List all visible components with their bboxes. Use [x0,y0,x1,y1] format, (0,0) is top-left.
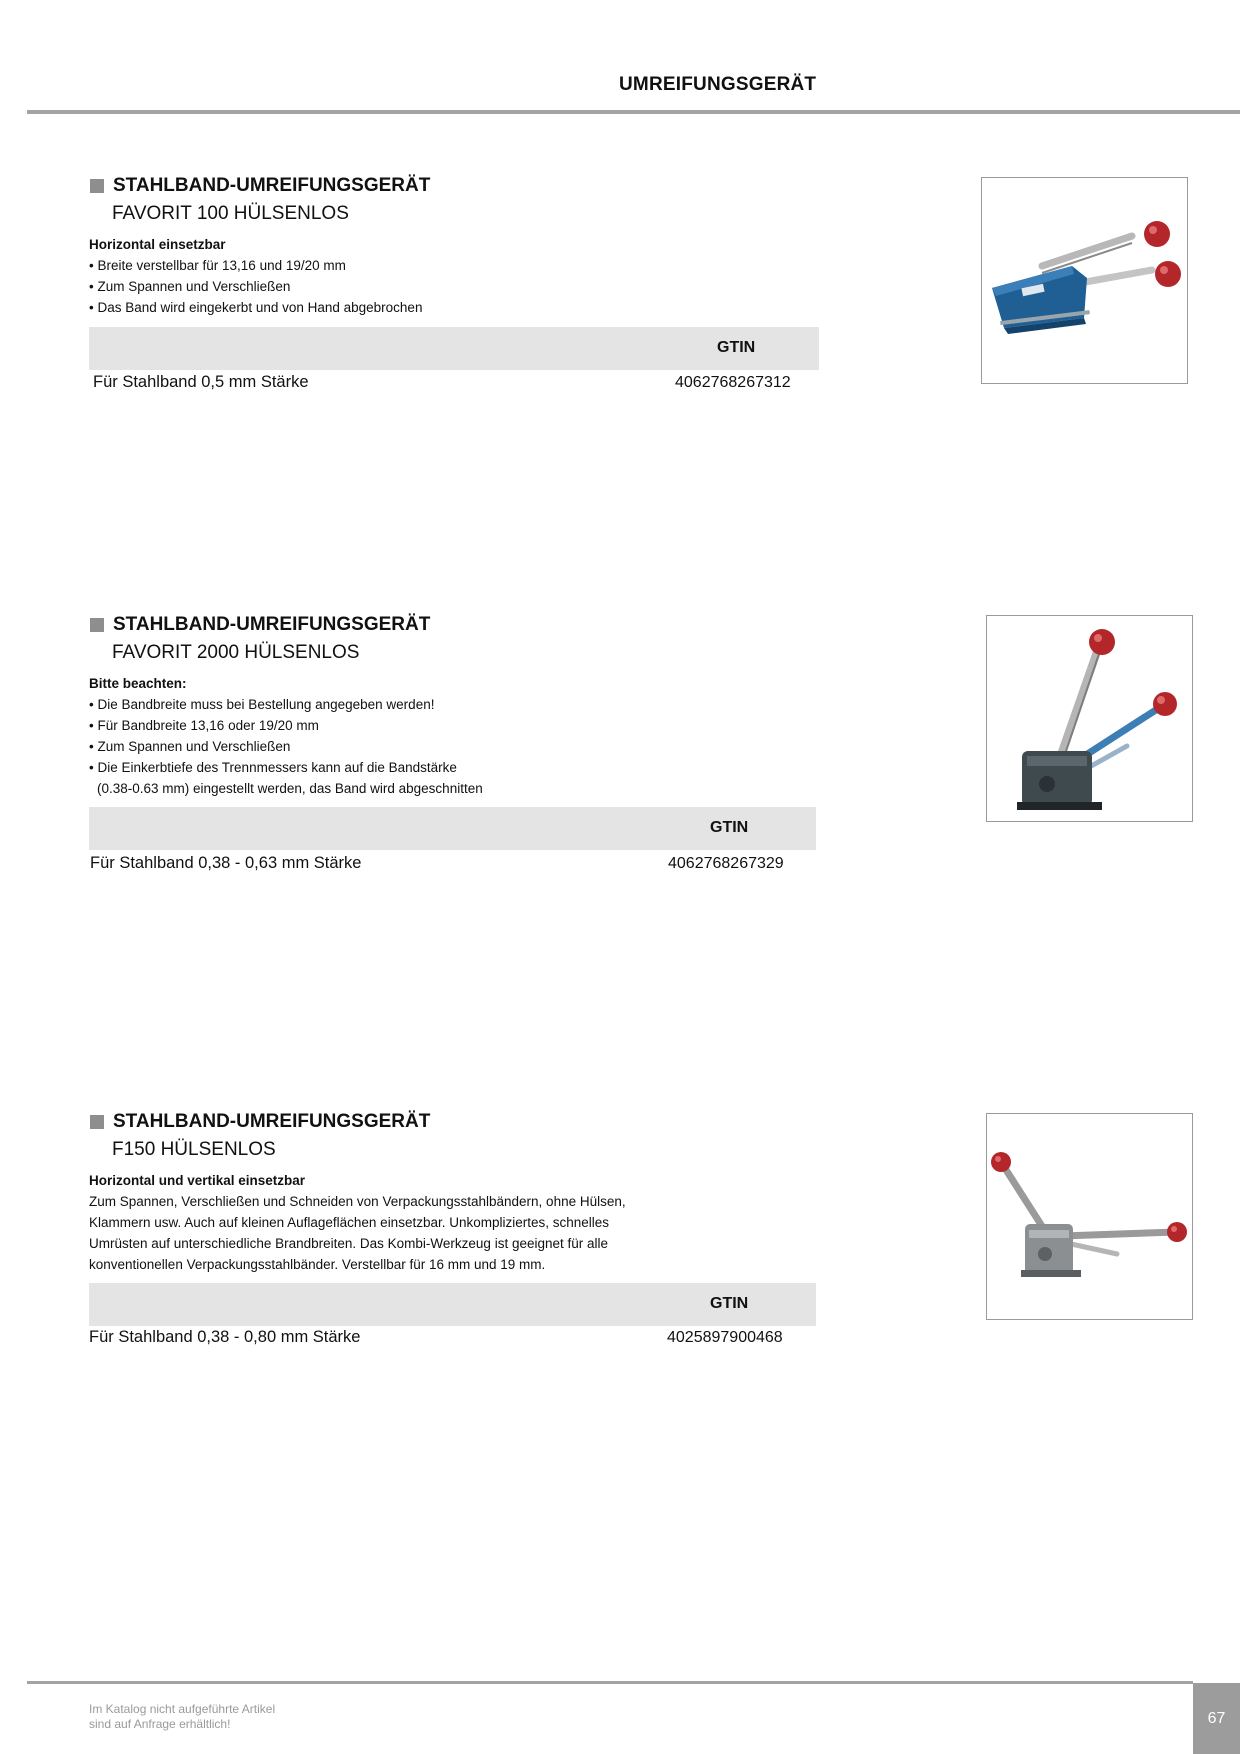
table-row-description: Für Stahlband 0,38 - 0,63 mm Stärke [90,854,362,872]
table-header [89,807,816,850]
product-description [89,1170,809,1275]
footer-note-line: sind auf Anfrage erhältlich! [89,1717,231,1731]
product-subtitle: F150 HÜLSENLOS [112,1139,276,1160]
description-bullet: • Für Bandbreite 13,16 oder 19/20 mm [89,715,809,736]
table-header [89,1283,816,1326]
description-bullet: • Das Band wird eingekerbt und von Hand abgebrochen [89,297,809,318]
description-bullet: • Zum Spannen und Verschließen [89,736,809,757]
header-divider [27,110,1240,114]
product-image [981,177,1188,384]
description-line: Zum Spannen, Verschließen und Schneiden von Verpackungsstahlbändern, ohne Hülsen, [89,1194,626,1209]
table-row-gtin: 4062768267329 [668,855,784,872]
description-bullet: • Die Einkerbtiefe des Trennmessers kann auf die Bandstärke [89,757,809,778]
strapping-tool-dark-icon [987,616,1192,821]
footer-divider [27,1681,1193,1684]
description-heading: Horizontal einsetzbar [89,237,226,252]
table-row-gtin: 4025897900468 [667,1329,783,1346]
description-line: Klammern usw. Auch auf kleinen Auflageflächen einsetzbar. Unkompliziertes, schnelles [89,1215,610,1230]
product-description [89,234,809,318]
footer-note [89,1702,275,1732]
square-bullet-icon [90,1115,104,1129]
description-bullet: • Breite verstellbar für 13,16 und 19/20 mm [89,255,809,276]
table-header [89,327,819,370]
page-number: 67 [1193,1683,1240,1754]
product-title-row [90,1109,430,1135]
description-bullet: • Die Bandbreite muss bei Bestellung angegeben werden! [89,694,809,715]
product-subtitle: FAVORIT 100 HÜLSENLOS [112,203,349,224]
product-title-row [90,612,430,638]
product-title: STAHLBAND-UMREIFUNGSGERÄT [113,175,431,196]
product-description [89,673,809,799]
gtin-column-header: GTIN [710,1295,749,1312]
product-title-row [90,173,430,199]
description-heading: Bitte beachten: [89,676,187,691]
strapping-tool-blue-icon [982,178,1187,383]
table-row-description: Für Stahlband 0,5 mm Stärke [93,373,309,391]
description-line: Umrüsten auf unterschiedliche Brandbreiten. Das Kombi-Werkzeug ist geeignet für alle [89,1236,609,1251]
strapping-tool-grey-icon [987,1114,1192,1319]
description-heading: Horizontal und vertikal einsetzbar [89,1173,306,1188]
product-subtitle: FAVORIT 2000 HÜLSENLOS [112,642,360,663]
footer-note-line: Im Katalog nicht aufgeführte Artikel [89,1702,276,1716]
description-bullet-continuation: (0.38-0.63 mm) eingestellt werden, das Band wird abgeschnitten [97,781,483,796]
product-image [986,1113,1193,1320]
page-title: UMREIFUNGSGERÄT [619,74,817,95]
square-bullet-icon [90,618,104,632]
product-title: STAHLBAND-UMREIFUNGSGERÄT [113,614,431,635]
product-title: STAHLBAND-UMREIFUNGSGERÄT [113,1111,431,1132]
description-line: konventionellen Verpackungsstahlbänder. Verstellbar für 16 mm und 19 mm. [89,1257,546,1272]
description-bullet: • Zum Spannen und Verschließen [89,276,809,297]
gtin-column-header: GTIN [717,339,756,356]
table-row-description: Für Stahlband 0,38 - 0,80 mm Stärke [89,1328,361,1346]
square-bullet-icon [90,179,104,193]
table-row-gtin: 4062768267312 [675,374,791,391]
product-image [986,615,1193,822]
gtin-column-header: GTIN [710,819,749,836]
